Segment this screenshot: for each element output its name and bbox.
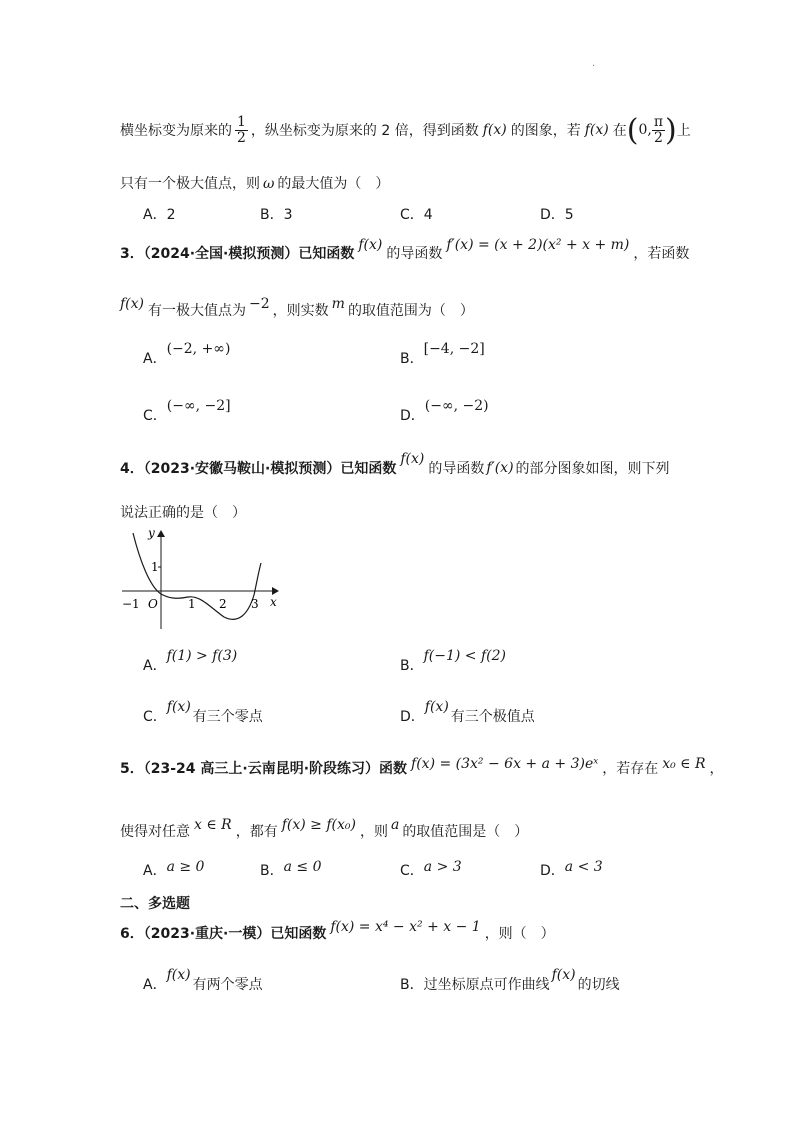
q5-option-a[interactable]: A．a ≥ 0 (143, 859, 205, 879)
q5-option-c[interactable]: C．a > 3 (400, 859, 462, 879)
header-dot: . (592, 58, 596, 69)
q2-text-c: 的图象，若 (510, 123, 581, 139)
q2-text-d: 在 (612, 123, 627, 139)
q6-function: f(x) = x⁴ − x² + x − 1 (330, 919, 481, 935)
tick-3: 3 (251, 597, 259, 611)
q6-option-b[interactable]: B．过坐标原点可作曲线f(x)的切线 (400, 967, 620, 993)
q5-line2: 使得对任意 x ∈ R ，都有 f(x) ≥ f(x₀) ，则 a 的取值范围是（ ） (120, 817, 529, 840)
q3-option-a[interactable]: A．(−2, +∞) (143, 341, 231, 367)
q3-line1: 3．（2024·全国·模拟预测）已知函数 f(x) 的导函数 f′(x) = (x + 2)(x² + x + m) ，若函数 (120, 237, 690, 262)
q3-fx: f(x) (358, 237, 383, 253)
q5-function: f(x) = (3x² − 6x + a + 3)eˣ (411, 756, 599, 772)
q3-option-c[interactable]: C．(−∞, −2] (143, 398, 231, 424)
x-label: x (270, 595, 277, 609)
q5-option-b[interactable]: B．a ≤ 0 (260, 859, 322, 879)
q4-option-c[interactable]: C．f(x)有三个零点 (143, 699, 263, 725)
q4-option-b[interactable]: B．f(−1) < f(2) (400, 648, 506, 674)
origin-label: O (148, 597, 158, 611)
q6-line1: 6．（2023·重庆·一模）已知函数 f(x) = x⁴ − x² + x − 1 ，则（ ） (120, 919, 555, 942)
q2-option-a[interactable]: A．2 (143, 207, 176, 223)
q2-line1 (120, 100, 691, 160)
q2-fraction-half: $\frac{1}{2}$ (237, 113, 246, 146)
q2-option-c[interactable]: C．4 (400, 207, 433, 223)
q3-option-d[interactable]: D．(−∞, −2) (400, 398, 489, 424)
q5-line1: 5．（23-24 高三上·云南昆明·阶段练习）函数 f(x) = (3x² − 6x + a + 3)eˣ ，若存在 x₀ ∈ R ， (120, 756, 724, 777)
q2-interval: ( 0, $\frac{\pi}{2}$ ) (626, 112, 677, 148)
section-heading-multiple-choice: 二、多选题 (120, 896, 190, 912)
q2-fx-2: f(x) (584, 122, 609, 138)
q3-prefix: 3．（2024·全国·模拟预测）已知函数 (120, 246, 355, 262)
q2-line2: 只有一个极大值点，则 ω 的最大值为（ ） (120, 176, 390, 192)
q3-line2: f(x) 有一极大值点为 −2 ，则实数 m 的取值范围为（ ） (120, 296, 474, 319)
q6-option-a[interactable]: A．f(x)有两个零点 (143, 967, 263, 993)
q3-derivative: f′(x) = (x + 2)(x² + x + m) (446, 237, 630, 253)
q5-option-d[interactable]: D．a < 3 (540, 859, 603, 879)
y-label: y (148, 526, 155, 540)
q4-option-d[interactable]: D．f(x)有三个极值点 (400, 699, 535, 725)
tick-y1: 1 (151, 560, 159, 574)
q4-line1: 4．（2023·安徽马鞍山·模拟预测）已知函数 f(x) 的导函数 f′(x) 的部分图象如图，则下列 (120, 451, 670, 477)
q4-option-a[interactable]: A．f(1) > f(3) (143, 648, 238, 674)
tick-2: 2 (219, 597, 227, 611)
q2-option-b[interactable]: B．3 (260, 207, 293, 223)
derivative-graph (118, 525, 288, 635)
tick-1: 1 (188, 597, 196, 611)
tick-neg1: −1 (122, 597, 140, 611)
q2-text-e: 上 (676, 123, 691, 139)
omega-symbol: ω (263, 176, 275, 192)
q4-line2: 说法正确的是（ ） (120, 505, 246, 521)
q2-fx: f(x) (482, 122, 507, 138)
q2-option-d[interactable]: D．5 (540, 207, 574, 223)
q2-text-b: ，纵坐标变为原来的 2 倍，得到函数 (250, 123, 479, 139)
q3-option-b[interactable]: B．[−4, −2] (400, 341, 485, 367)
q2-text-a: 横坐标变为原来的 (120, 123, 232, 139)
